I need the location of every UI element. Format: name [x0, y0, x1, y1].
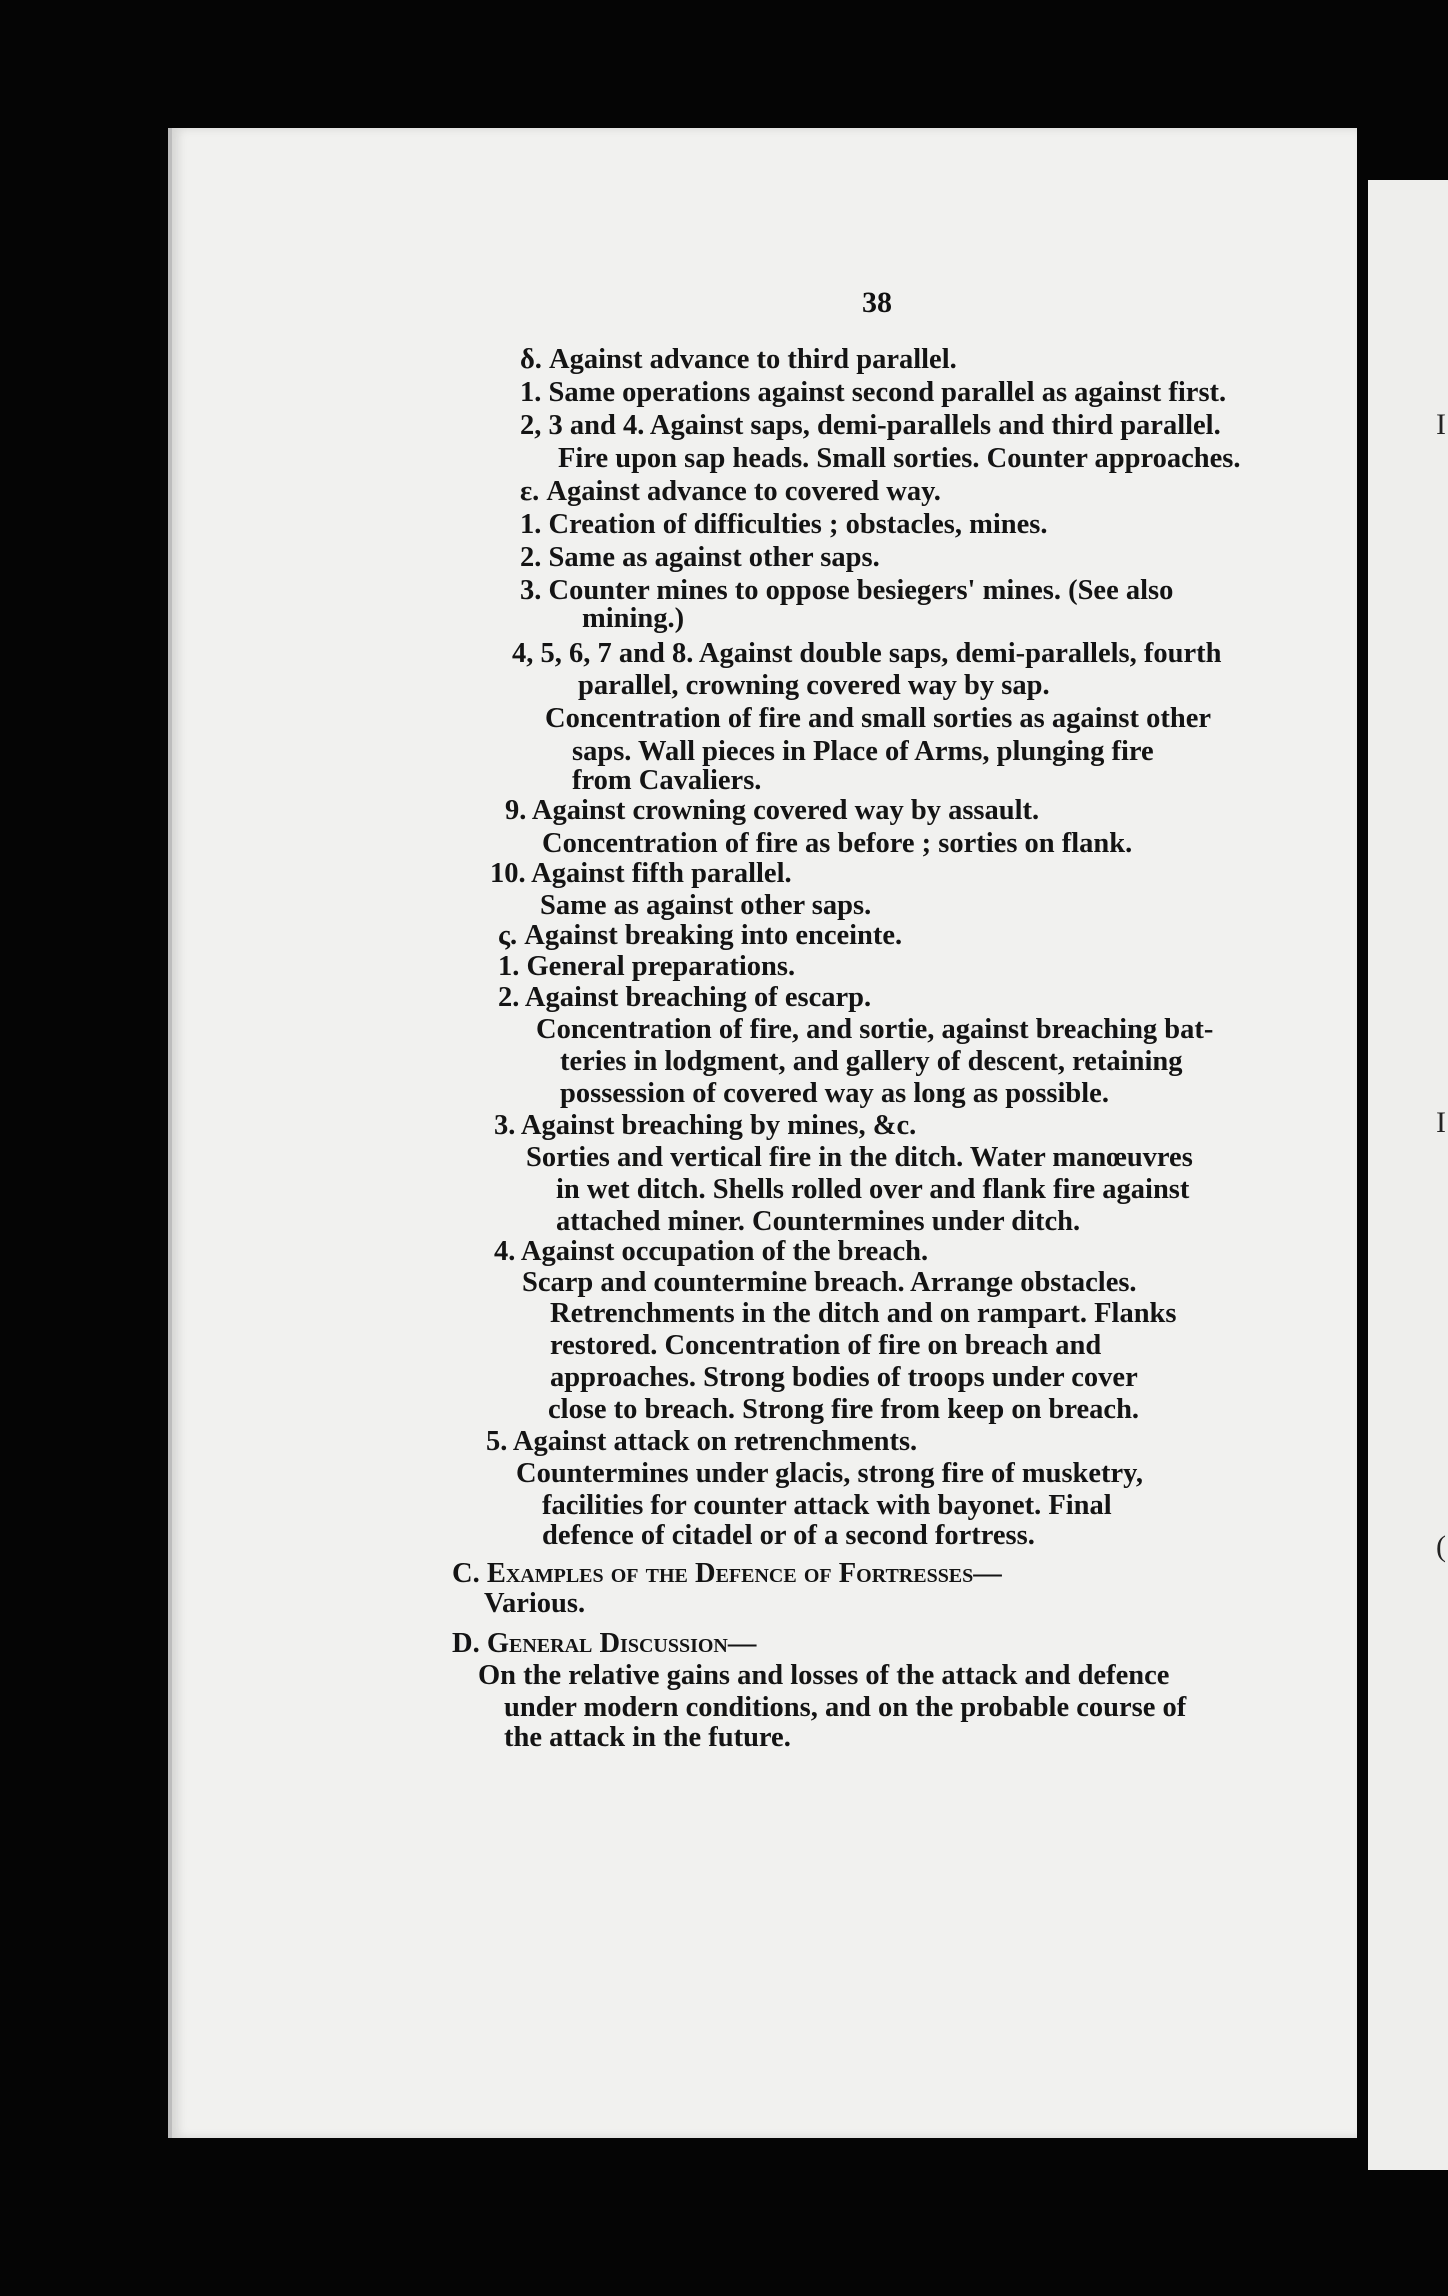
text-line: the attack in the future.: [504, 1722, 791, 1753]
text-line: ς. Against breaking into enceinte.: [498, 920, 903, 951]
text-line: parallel, crowning covered way by sap.: [578, 670, 1050, 701]
text-line: 1. General preparations.: [498, 951, 796, 982]
text-line: from Cavaliers.: [572, 765, 762, 796]
text-line: 3. Against breaching by mines, &c.: [494, 1110, 917, 1141]
text-line: 5. Against attack on retrenchments.: [486, 1426, 918, 1457]
text-line: Sorties and vertical fire in the ditch. Water manœuvres: [526, 1142, 1193, 1173]
text-line: 10. Against fifth parallel.: [490, 858, 792, 889]
section-heading: D. General Discussion—: [452, 1628, 757, 1659]
text-line: Retrenchments in the ditch and on rampart. Flanks: [550, 1298, 1177, 1329]
adjacent-page-char: (: [1436, 1530, 1446, 1563]
text-line: under modern conditions, and on the probable course of: [504, 1692, 1187, 1723]
text-line: defence of citadel or of a second fortress.: [542, 1520, 1035, 1551]
text-line: Concentration of fire and small sorties as against other: [545, 703, 1212, 734]
text-line: Fire upon sap heads. Small sorties. Counter approaches.: [558, 443, 1241, 474]
text-line: teries in lodgment, and gallery of descent, retaining: [560, 1046, 1183, 1077]
text-line: facilities for counter attack with bayonet. Final: [542, 1490, 1112, 1521]
text-line: 9. Against crowning covered way by assault.: [505, 795, 1040, 826]
section-heading: C. Examples of the Defence of Fortresses—: [452, 1558, 1002, 1589]
text-line: On the relative gains and losses of the attack and defence: [478, 1660, 1170, 1691]
page-number: 38: [862, 286, 892, 319]
text-line: possession of covered way as long as possible.: [560, 1078, 1109, 1109]
adjacent-page-edge: [1368, 180, 1448, 2170]
text-line: 3. Counter mines to oppose besiegers' mines. (See also: [520, 575, 1174, 606]
text-line: 2, 3 and 4. Against saps, demi-parallels and third parallel.: [520, 410, 1221, 441]
text-line: ε. Against advance to covered way.: [520, 476, 941, 507]
text-line: restored. Concentration of fire on breach and: [550, 1330, 1102, 1361]
text-line: 4. Against occupation of the breach.: [494, 1236, 929, 1267]
text-line: close to breach. Strong fire from keep on breach.: [548, 1394, 1140, 1425]
text-line: approaches. Strong bodies of troops under cover: [550, 1362, 1138, 1393]
text-line: 1. Same operations against second parallel as against first.: [520, 377, 1227, 408]
text-line: 1. Creation of difficulties ; obstacles, mines.: [520, 509, 1048, 540]
text-line: Concentration of fire, and sortie, against breaching bat-: [536, 1014, 1214, 1045]
text-line: mining.): [582, 603, 685, 634]
text-line: saps. Wall pieces in Place of Arms, plunging fire: [572, 736, 1154, 767]
text-line: Concentration of fire as before ; sorties on flank.: [542, 828, 1133, 859]
text-line: 4, 5, 6, 7 and 8. Against double saps, demi-parallels, fourth: [512, 638, 1222, 669]
text-line: attached miner. Countermines under ditch.: [556, 1206, 1081, 1237]
text-line: Same as against other saps.: [540, 890, 872, 921]
text-line: Various.: [484, 1588, 586, 1619]
text-line: 2. Against breaching of escarp.: [498, 982, 872, 1013]
text-line: δ. Against advance to third parallel.: [520, 344, 957, 375]
text-line: in wet ditch. Shells rolled over and flank fire against: [556, 1174, 1190, 1205]
adjacent-page-char: I: [1436, 1106, 1446, 1139]
text-line: Scarp and countermine breach. Arrange obstacles.: [522, 1267, 1137, 1298]
text-line: Countermines under glacis, strong fire of musketry,: [516, 1458, 1143, 1489]
text-line: 2. Same as against other saps.: [520, 542, 880, 573]
adjacent-page-char: I: [1436, 408, 1446, 441]
